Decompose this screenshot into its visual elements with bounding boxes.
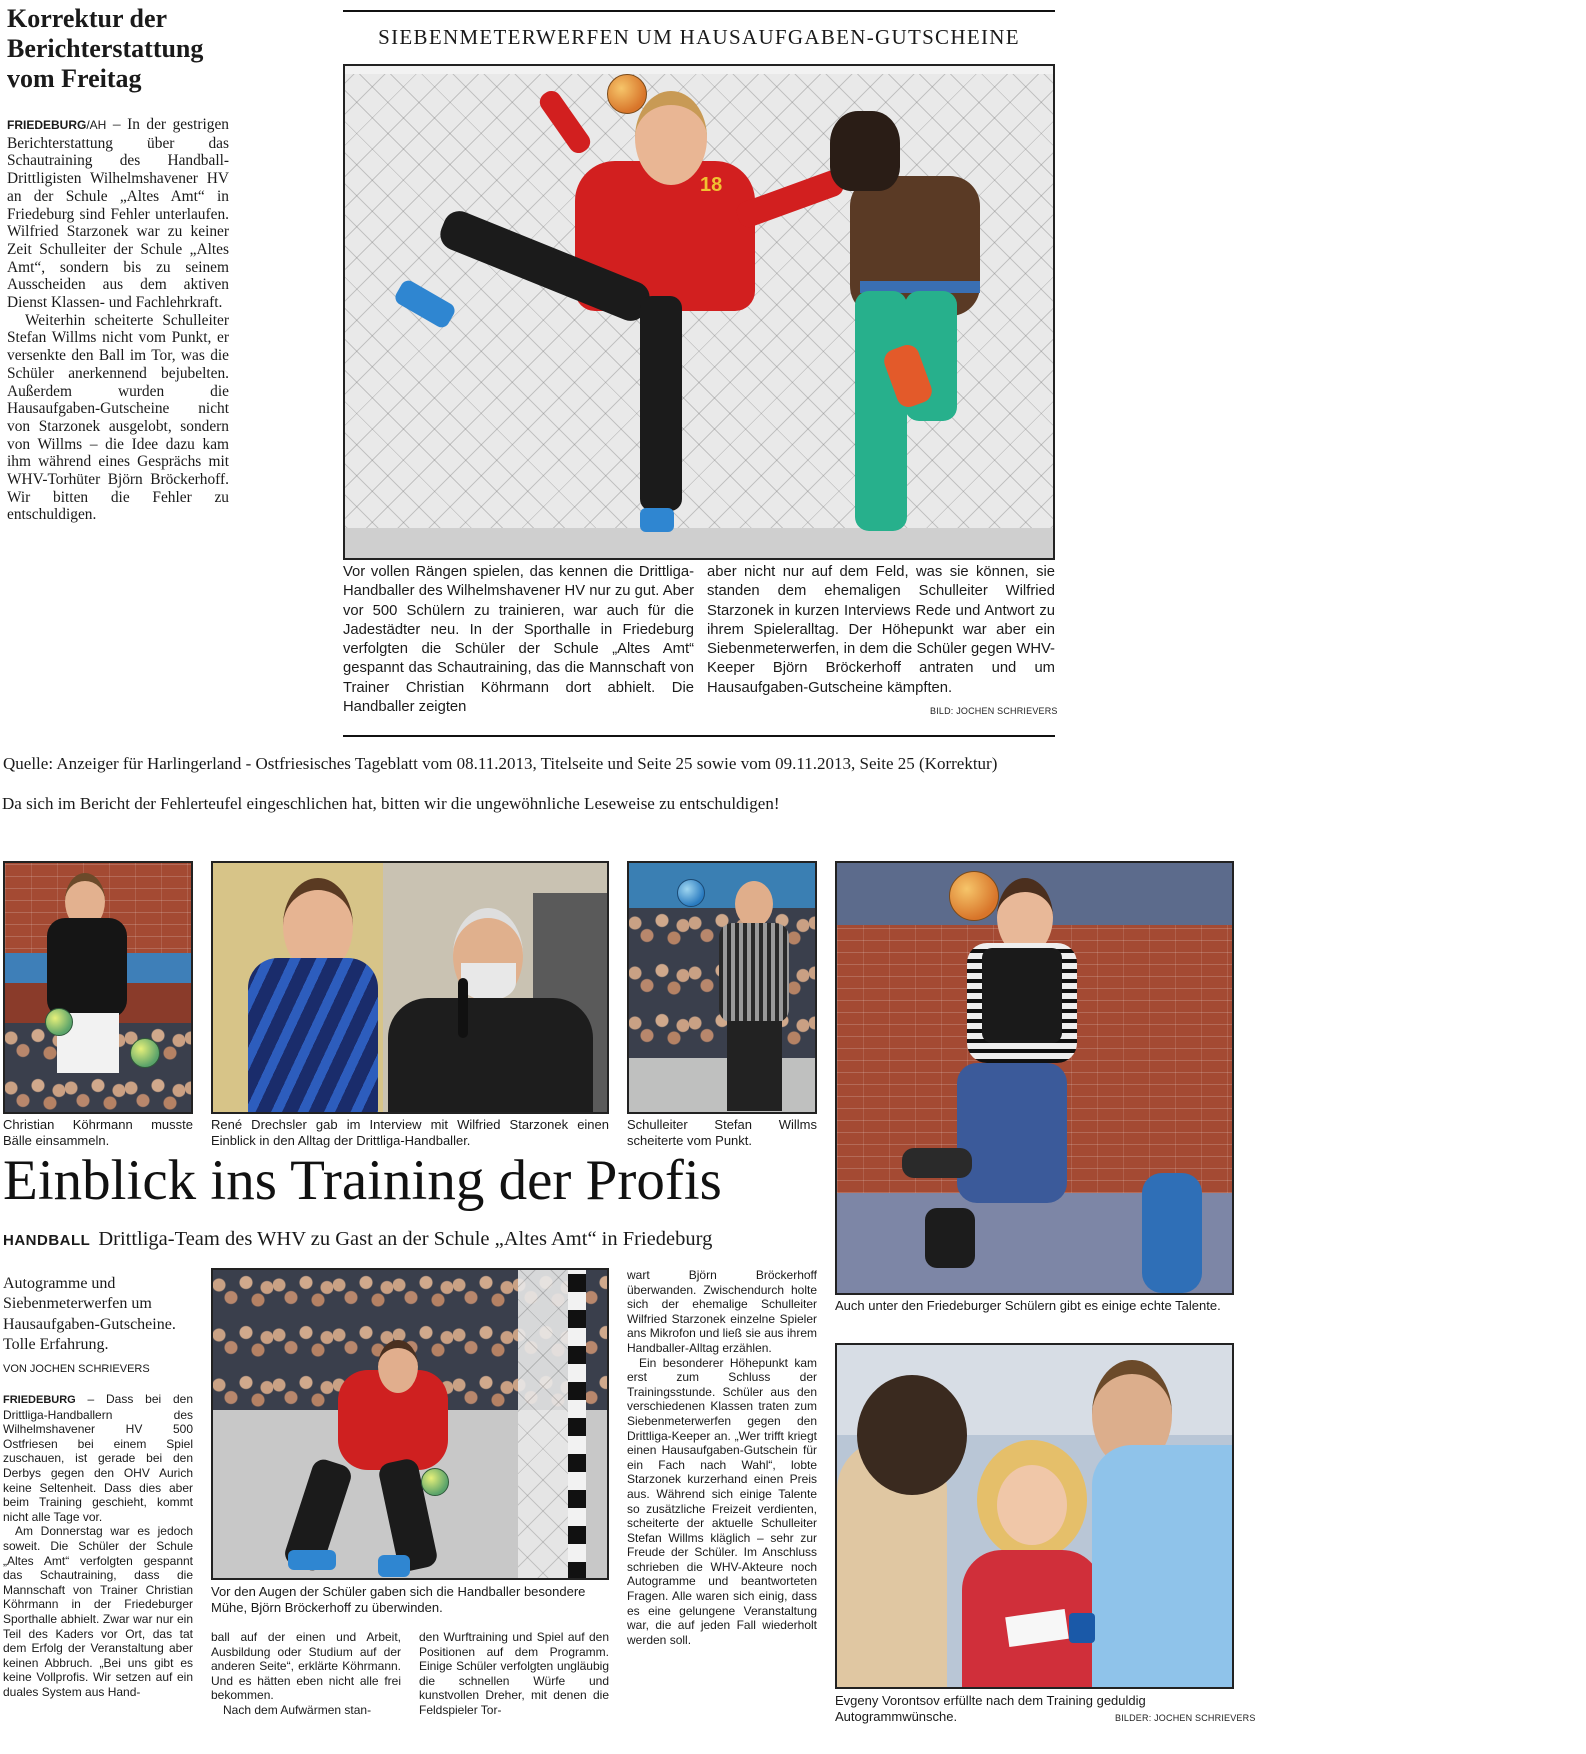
caption-koehrmann: Christian Köhrmann musste Bälle einsammeln. (3, 1117, 193, 1148)
talent-vest (982, 948, 1062, 1043)
front-kicker: SIEBENMETERWERFEN UM HAUSAUFGABEN-GUTSCHEINE (378, 25, 1020, 49)
net-frame (345, 66, 1053, 74)
article-photo-credit: BILDER: JOCHEN SCHRIEVERS (1115, 1713, 1256, 1723)
wristband (1069, 1613, 1095, 1643)
photo-training (211, 1268, 609, 1580)
article-subhead-line (3, 1228, 823, 1251)
article-column-4 (627, 1268, 817, 1647)
front-bottom-rule (343, 735, 1055, 737)
player-shoe-right (378, 1555, 410, 1577)
microphone-icon (458, 978, 468, 1038)
starzonek-beard (461, 963, 516, 1001)
article-subhead: Drittliga-Team des WHV zu Gast an der Schule „Altes Amt“ in Friedeburg (98, 1228, 713, 1250)
correction-para1: – In der gestrigen Berichterstattung über das Schautraining des Handball-Drittligisten Wilhelmshavener HV an der Schule „Altes Amt“ in Friedeburg sind Fehler unterlaufen. Wilfried Starzonek war zu keiner Zeit Schulleiter der Schule „Altes Amt“, sondern bis zu seinem Ausscheiden aus dem aktiven Dienst Klassen- und Fachlehrkraft. (7, 116, 229, 312)
article-column-3 (419, 1630, 609, 1718)
goal-net (518, 1270, 568, 1580)
willms-shirt (719, 923, 789, 1023)
col4-para2: Ein besonderer Höhepunkt kam erst zum Schluss der Trainingsstunde. Schüler aus den verschiedenen Klassen traten zum Siebenmeterwerfen gegen den Drittliga-Keeper an. „Wer trifft kriegt einen Hausaufgaben-Gutschein für ein Fach nach Wahl“, lobte Starzonek kurzerhand einen Preis aus. Während sich einige Talente so zusätzliche Freizeit verdienten, scheiterte der aktuelle Schulleiter Stefan Willms kläglich – sehr zur Freude der Schüler. Im Anschluss schrieben die WHV-Akteure noch Autogramme und beantworteten Fragen. Alle waren sich einig, dass es eine gelungene Veranstaltung war, die auf jeden Fall wiederholt werden soll. (627, 1355, 817, 1647)
background-person (1142, 1173, 1202, 1293)
ball (421, 1468, 449, 1496)
col2-para1: ball auf der einen und Arbeit, Ausbildung oder Studium auf der anderen Seite“, erklärte Köhrmann. Und es hätten eben nicht alle frei bekommen. (211, 1630, 401, 1703)
correction-headline: Korrektur der Berichterstattung vom Freitag (7, 4, 204, 93)
article-teaser: Autogramme und Siebenmeterwerfen um Hausaufgaben-Gutscheine. Tolle Erfahrung. (3, 1275, 176, 1353)
fan-dark (857, 1375, 967, 1495)
caption-willms: Schulleiter Stefan Willms scheiterte vom Punkt. (627, 1117, 817, 1148)
photo-talent (835, 861, 1234, 1295)
col4-para1: wart Björn Bröckerhoff überwanden. Zwischendurch holte sich der ehemalige Schulleiter Wilfried Starzonek einzelne Spieler ans Mikrofon und ließ sie aus ihrem Handballer-Alltag erzählen. (627, 1268, 817, 1355)
col1-para2: Am Donnerstag war es jedoch soweit. Die Schüler der Schule „Altes Amt“ verfolgten gespannt das Schautraining, dass die Mannschaft von Trainer Christian Köhrmann in der Friedeburger Sporthalle abhielt. Zwar war nur ein Teil des Kaders vor Ort, das tat dem Erfolg der Veranstaltung aber keinen Abbruch. „Bei uns gibt es keine Vollprofis. Wir setzen auf ein duales System aus Hand- (3, 1524, 193, 1699)
front-photo-credit: BILD: JOCHEN SCHRIEVERS (930, 706, 1058, 716)
article-rubric: HANDBALL (3, 1232, 91, 1249)
player-shoe-left (288, 1550, 336, 1570)
willms-head (735, 881, 773, 927)
willms-pants (727, 1021, 782, 1111)
caption-talent: Auch unter den Friedeburger Schülern gibt es einige echte Talente. (835, 1298, 1221, 1313)
goalkeeper-head (635, 91, 707, 185)
article-byline: VON JOCHEN SCHRIEVERS (3, 1363, 150, 1375)
thrower-head (830, 111, 900, 191)
caption-interview: René Drechsler gab im Interview mit Wilfried Starzonek einen Einblick in den Alltag der Drittliga-Handballer. (211, 1117, 609, 1148)
caption-training: Vor den Augen der Schüler gaben sich die Handballer besondere Mühe, Björn Bröckerhoff zu überwinden. (211, 1584, 586, 1615)
correction-author-tag: /AH (86, 118, 107, 132)
girl-face (997, 1465, 1067, 1545)
player-shirt (47, 918, 127, 1018)
front-caption-left: Vor vollen Rängen spielen, das kennen die Drittliga-Handballer des Wilhelmshavener HV nur zu gut. Aber vor 500 Schülern zu trainieren, war auch für die Jadestädter neu. In der Sporthalle in Friedeburg verfolgten die Schüler der Schule „Altes Amt“ gespannt das Schautraining, das die Mannschaft von Trainer Christian Köhrmann dort abhielt. Die Handballer zeigten (343, 564, 694, 716)
goal-post (568, 1270, 586, 1580)
floor (345, 528, 1053, 558)
talent-shoe-left (902, 1148, 972, 1178)
correction-dateline: FRIEDEBURG (7, 118, 87, 132)
player-shirt (1092, 1445, 1232, 1689)
ball (45, 1008, 73, 1036)
goalkeeper-jersey-number: 18 (700, 174, 723, 196)
front-caption-right: aber nicht nur auf dem Feld, was sie können, sie standen dem ehemaligen Schulleiter Wilfried Starzonek in kurzen Interviews Rede und Antwort zu ihrem Spieleralltag. Der Höhepunkt war aber ein Siebenmeterwerfen, in dem die Schüler gegen WHV-Keeper Björn Bröckerhoff antraten und um Hausaufgaben-Gutscheine kämpften. (707, 564, 1055, 696)
goalkeeper-arm-left (536, 87, 594, 157)
article-dateline: FRIEDEBURG (3, 1394, 76, 1406)
talent-shoe-right (925, 1208, 975, 1268)
goalkeeper-leg-right (640, 296, 682, 511)
ball (677, 879, 705, 907)
photo-koehrmann (3, 861, 193, 1114)
article-column-2 (211, 1630, 401, 1718)
caption-autographs: Evgeny Vorontsov erfüllte nach dem Training geduldig Autogrammwünsche. (835, 1693, 1146, 1724)
ball-2 (130, 1038, 160, 1068)
starzonek-shirt (388, 998, 593, 1113)
apology-line: Da sich im Bericht der Fehlerteufel eingeschlichen hat, bitten wir die ungewöhnliche Leseweise zu entschuldigen! (2, 794, 780, 813)
hall-ceiling (629, 863, 815, 908)
talent-jeans (957, 1063, 1067, 1203)
article-headline: Einblick ins Training der Profis (3, 1149, 722, 1212)
front-top-rule (343, 10, 1055, 12)
front-photo-goalkeeper (343, 64, 1055, 560)
col3-para1: den Wurftraining und Spiel auf den Positionen auf dem Programm. Einige Schüler verfolgten ungläubig die schnellen Würfe und kunstvollen Dreher, mit denen die Feldspieler Tor- (419, 1630, 609, 1717)
drechsler-shirt (248, 958, 378, 1113)
col1-para1: – Dass bei den Drittliga-Handballern des Wilhelmshavener HV 500 Ostfriesen bei einem Spiel zuschauen, ist gerade bei den Derbys gegen den OHV Aurich keine Seltenheit. Dass dies aber beim Training geschieht, kommt nicht alle Tage vor. (3, 1392, 193, 1524)
photo-interview (211, 861, 609, 1114)
photo-autographs (835, 1343, 1234, 1689)
ball (949, 871, 999, 921)
thrower-leg-left (855, 291, 907, 531)
front-photo-ball (607, 74, 647, 114)
player-head (378, 1340, 418, 1393)
goalkeeper-shoe-left (393, 278, 458, 331)
correction-body (7, 116, 229, 524)
source-line: Quelle: Anzeiger für Harlingerland - Ostfriesisches Tageblatt vom 08.11.2013, Titelseite und Seite 25 sowie vom 09.11.2013, Seite 25 (Korrektur) (3, 754, 998, 773)
goalkeeper-shoe-right (640, 508, 674, 532)
goalkeeper-arm-right (734, 168, 846, 230)
col2-para2: Nach dem Aufwärmen stan- (223, 1702, 372, 1717)
article-column-1 (3, 1392, 193, 1699)
correction-para2: Weiterhin scheiterte Schulleiter Stefan Willms nicht vom Punkt, er versenkte den Ball im Tor, was die Schüler anerkennend bejubelten. Außerdem wurden die Hausaufgaben-Gutscheine nicht von Starzonek ausgelobt, sondern von Willms – die Idee dazu kam ihm während eines Gesprächs mit WHV-Torhüter Björn Bröckerhoff. Wir bitten die Fehler zu entschuldigen. (7, 311, 229, 524)
floor (629, 1058, 815, 1114)
photo-willms (627, 861, 817, 1114)
